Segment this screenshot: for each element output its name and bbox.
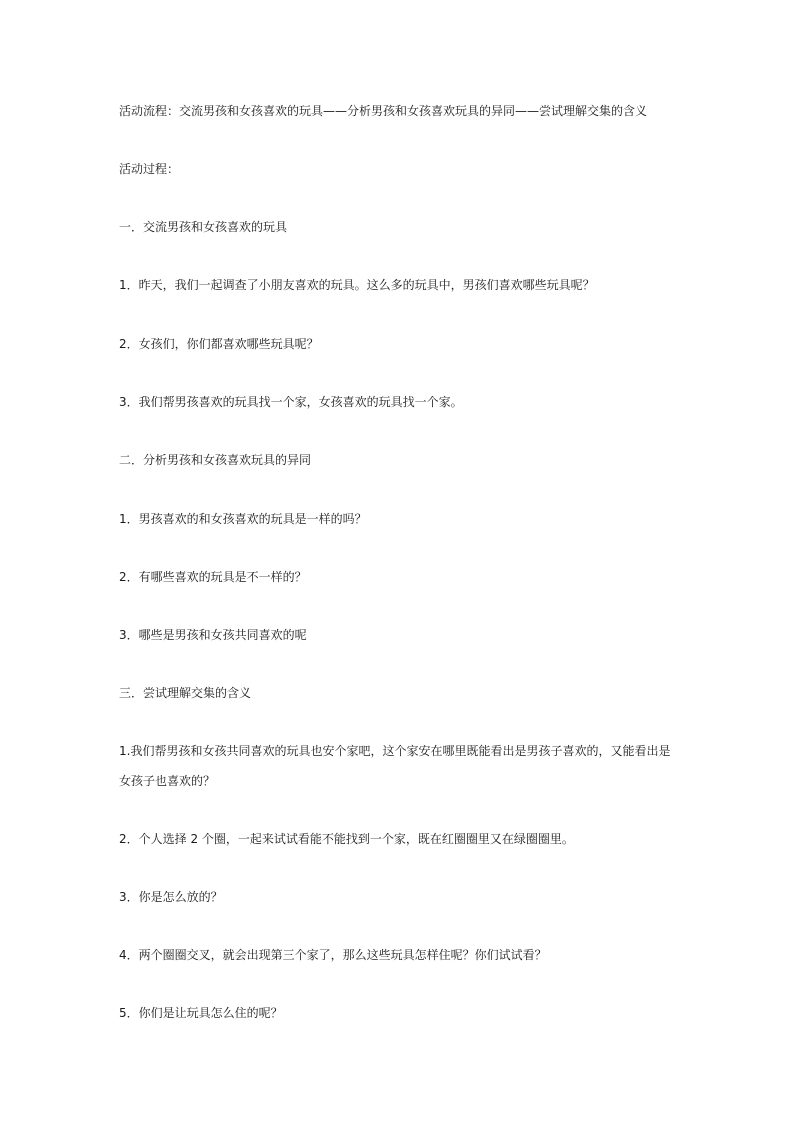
section-3-item: 3．你是怎么放的？ <box>119 890 223 904</box>
section-2-item: 1．男孩喜欢的和女孩喜欢的玩具是一样的吗？ <box>119 512 367 526</box>
section-3-item: 4．两个圈圈交叉，就会出现第三个家了，那么这些玩具怎样住呢？你们试试看？ <box>119 948 547 962</box>
section-1-heading: 一．交流男孩和女孩喜欢的玩具 <box>119 220 288 234</box>
process-heading: 活动过程： <box>119 162 180 176</box>
section-1-item: 2．女孩们，你们都喜欢哪些玩具呢？ <box>119 337 319 351</box>
section-2-heading: 二．分析男孩和女孩喜欢玩具的异同 <box>119 453 312 467</box>
section-3-item-continuation: 女孩子也喜欢的？ <box>119 774 216 788</box>
section-1-item: 1．昨天，我们一起调查了小朋友喜欢的玩具。这么多的玩具中，男孩们喜欢哪些玩具呢？ <box>119 278 595 292</box>
section-1-item: 3．我们帮男孩喜欢的玩具找一个家，女孩喜欢的玩具找一个家。 <box>119 395 463 409</box>
activity-flow: 活动流程：交流男孩和女孩喜欢的玩具——分析男孩和女孩喜欢玩具的异同——尝试理解交集的含义 <box>119 104 648 118</box>
section-3-item: 2．个人选择 2 个圈，一起来试试看能不能找到一个家，既在红圈圈里又在绿圈圈里。 <box>119 832 574 846</box>
section-2-item: 2．有哪些喜欢的玩具是不一样的？ <box>119 570 307 584</box>
section-3-heading: 三．尝试理解交集的含义 <box>119 686 252 700</box>
section-2-item: 3．哪些是男孩和女孩共同喜欢的呢 <box>119 628 307 642</box>
section-3-item: 5．你们是让玩具怎么住的呢？ <box>119 1006 283 1020</box>
section-3-item: 1.我们帮男孩和女孩共同喜欢的玩具也安个家吧，这个家安在哪里既能看出是男孩子喜欢的，又能看出是 <box>119 744 671 758</box>
